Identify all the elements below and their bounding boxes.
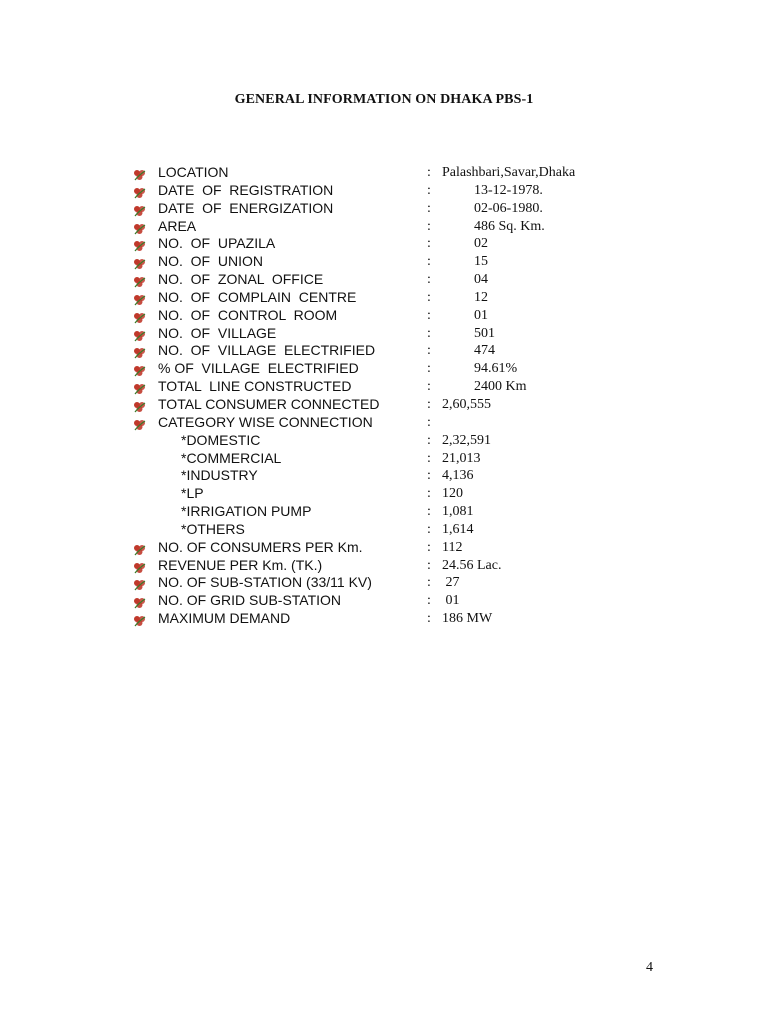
separator-colon: : bbox=[427, 521, 431, 537]
separator-colon: : bbox=[427, 450, 431, 466]
info-row bbox=[133, 557, 653, 575]
info-row bbox=[133, 432, 653, 450]
info-value: 486 Sq. Km. bbox=[474, 218, 545, 234]
flower-bullet-icon bbox=[133, 293, 147, 305]
flower-bullet-icon bbox=[133, 275, 147, 287]
info-label: AREA bbox=[158, 217, 197, 234]
separator-colon: : bbox=[427, 432, 431, 448]
info-label: *IRRIGATION PUMP bbox=[181, 503, 312, 520]
info-label: NO. OF CONSUMERS PER Km. bbox=[158, 538, 363, 555]
flower-bullet-icon bbox=[133, 364, 147, 376]
separator-colon: : bbox=[427, 200, 431, 216]
info-label: NO. OF VILLAGE bbox=[158, 324, 277, 341]
info-label: NO. OF CONTROL ROOM bbox=[158, 306, 338, 323]
info-label: DATE OF ENERGIZATION bbox=[158, 199, 334, 216]
separator-colon: : bbox=[427, 611, 431, 627]
info-value: 2,60,555 bbox=[442, 396, 491, 412]
info-value: Palashbari,Savar,Dhaka bbox=[442, 165, 576, 180]
info-value: 02 bbox=[474, 236, 488, 252]
separator-colon: : bbox=[427, 165, 431, 180]
info-row bbox=[133, 378, 653, 396]
flower-bullet-icon bbox=[133, 186, 147, 198]
info-label: *LP bbox=[181, 485, 204, 502]
flower-bullet-icon bbox=[133, 543, 147, 555]
info-row bbox=[133, 360, 653, 378]
info-label: CATEGORY WISE CONNECTION bbox=[158, 413, 373, 430]
flower-bullet-icon bbox=[133, 561, 147, 573]
separator-colon: : bbox=[427, 272, 431, 288]
separator-colon: : bbox=[427, 236, 431, 252]
separator-colon: : bbox=[427, 557, 431, 573]
info-value: 2,32,591 bbox=[442, 432, 491, 448]
page-number: 4 bbox=[646, 960, 653, 975]
flower-bullet-icon bbox=[133, 204, 147, 216]
info-label: NO. OF UPAZILA bbox=[158, 235, 276, 252]
flower-bullet-icon bbox=[133, 257, 147, 269]
flower-bullet-icon bbox=[133, 400, 147, 412]
info-row bbox=[133, 450, 653, 468]
info-value: 21,013 bbox=[442, 450, 481, 466]
info-label: *COMMERCIAL bbox=[181, 449, 282, 466]
info-row bbox=[133, 342, 653, 360]
separator-colon: : bbox=[427, 343, 431, 359]
flower-bullet-icon bbox=[133, 168, 147, 180]
info-row bbox=[133, 610, 653, 628]
info-row bbox=[133, 253, 653, 271]
info-value: 15 bbox=[474, 254, 488, 270]
info-value: 94.61% bbox=[474, 361, 518, 377]
info-label: DATE OF REGISTRATION bbox=[158, 181, 334, 198]
info-label: NO. OF COMPLAIN CENTRE bbox=[158, 288, 357, 305]
info-row bbox=[133, 574, 653, 592]
separator-colon: : bbox=[427, 307, 431, 323]
info-value: 01 bbox=[442, 593, 460, 609]
info-row bbox=[133, 235, 653, 253]
flower-bullet-icon bbox=[133, 346, 147, 358]
info-row bbox=[133, 503, 653, 521]
info-label: TOTAL CONSUMER CONNECTED bbox=[158, 395, 380, 412]
info-row bbox=[133, 592, 653, 610]
separator-colon: : bbox=[427, 325, 431, 341]
separator-colon: : bbox=[427, 504, 431, 520]
info-value: 1,081 bbox=[442, 504, 474, 520]
info-row bbox=[133, 467, 653, 485]
info-row bbox=[133, 164, 653, 182]
flower-bullet-icon bbox=[133, 239, 147, 251]
separator-colon: : bbox=[427, 289, 431, 305]
info-list bbox=[133, 164, 653, 628]
info-label: *INDUSTRY bbox=[181, 467, 258, 484]
info-value: 1,614 bbox=[442, 521, 474, 537]
info-value: 501 bbox=[474, 325, 495, 341]
flower-bullet-icon bbox=[133, 222, 147, 234]
info-row bbox=[133, 325, 653, 343]
separator-colon: : bbox=[427, 575, 431, 591]
info-value: 04 bbox=[474, 272, 488, 288]
separator-colon: : bbox=[427, 361, 431, 377]
info-value: 120 bbox=[442, 486, 463, 502]
info-row bbox=[133, 414, 653, 432]
flower-bullet-icon bbox=[133, 329, 147, 341]
info-label: *OTHERS bbox=[181, 520, 245, 537]
info-value: 01 bbox=[474, 307, 488, 323]
flower-bullet-icon bbox=[133, 382, 147, 394]
info-label: NO. OF UNION bbox=[158, 253, 263, 270]
info-row bbox=[133, 271, 653, 289]
info-row bbox=[133, 485, 653, 503]
separator-colon: : bbox=[427, 218, 431, 234]
info-value: 24.56 Lac. bbox=[442, 557, 502, 573]
info-value: 13-12-1978. bbox=[474, 182, 543, 198]
separator-colon: : bbox=[427, 593, 431, 609]
flower-bullet-icon bbox=[133, 596, 147, 608]
separator-colon: : bbox=[427, 254, 431, 270]
info-label: NO. OF ZONAL OFFICE bbox=[158, 271, 324, 288]
flower-bullet-icon bbox=[133, 418, 147, 430]
separator-colon: : bbox=[427, 486, 431, 502]
info-row bbox=[133, 289, 653, 307]
info-value: 112 bbox=[442, 539, 463, 555]
info-value: 2400 Km bbox=[474, 379, 527, 395]
document-title: GENERAL INFORMATION ON DHAKA PBS-1 bbox=[234, 92, 534, 107]
info-label: % OF VILLAGE ELECTRIFIED bbox=[158, 360, 359, 377]
info-row bbox=[133, 182, 653, 200]
info-row bbox=[133, 521, 653, 539]
separator-colon: : bbox=[427, 539, 431, 555]
info-value: 474 bbox=[474, 343, 495, 359]
separator-colon: : bbox=[427, 379, 431, 395]
info-value: 12 bbox=[474, 289, 488, 305]
info-label: TOTAL LINE CONSTRUCTED bbox=[158, 378, 352, 395]
info-row bbox=[133, 539, 653, 557]
info-row bbox=[133, 396, 653, 414]
separator-colon: : bbox=[427, 396, 431, 412]
info-row bbox=[133, 200, 653, 218]
flower-bullet-icon bbox=[133, 578, 147, 590]
flower-bullet-icon bbox=[133, 614, 147, 626]
info-label: REVENUE PER Km. (TK.) bbox=[158, 556, 323, 573]
info-label: *DOMESTIC bbox=[181, 431, 261, 448]
separator-colon: : bbox=[427, 468, 431, 484]
info-value: 02-06-1980. bbox=[474, 200, 543, 216]
info-row bbox=[133, 307, 653, 325]
info-value: 186 MW bbox=[442, 611, 493, 627]
info-label: LOCATION bbox=[158, 164, 229, 180]
info-label: MAXIMUM DEMAND bbox=[158, 610, 291, 627]
separator-colon: : bbox=[427, 414, 431, 430]
info-value: 27 bbox=[442, 575, 460, 591]
info-label: NO. OF VILLAGE ELECTRIFIED bbox=[158, 342, 376, 359]
info-value: 4,136 bbox=[442, 468, 474, 484]
info-row bbox=[133, 218, 653, 236]
info-label: NO. OF SUB-STATION (33/11 KV) bbox=[158, 574, 372, 591]
flower-bullet-icon bbox=[133, 311, 147, 323]
info-label: NO. OF GRID SUB-STATION bbox=[158, 592, 342, 609]
separator-colon: : bbox=[427, 182, 431, 198]
